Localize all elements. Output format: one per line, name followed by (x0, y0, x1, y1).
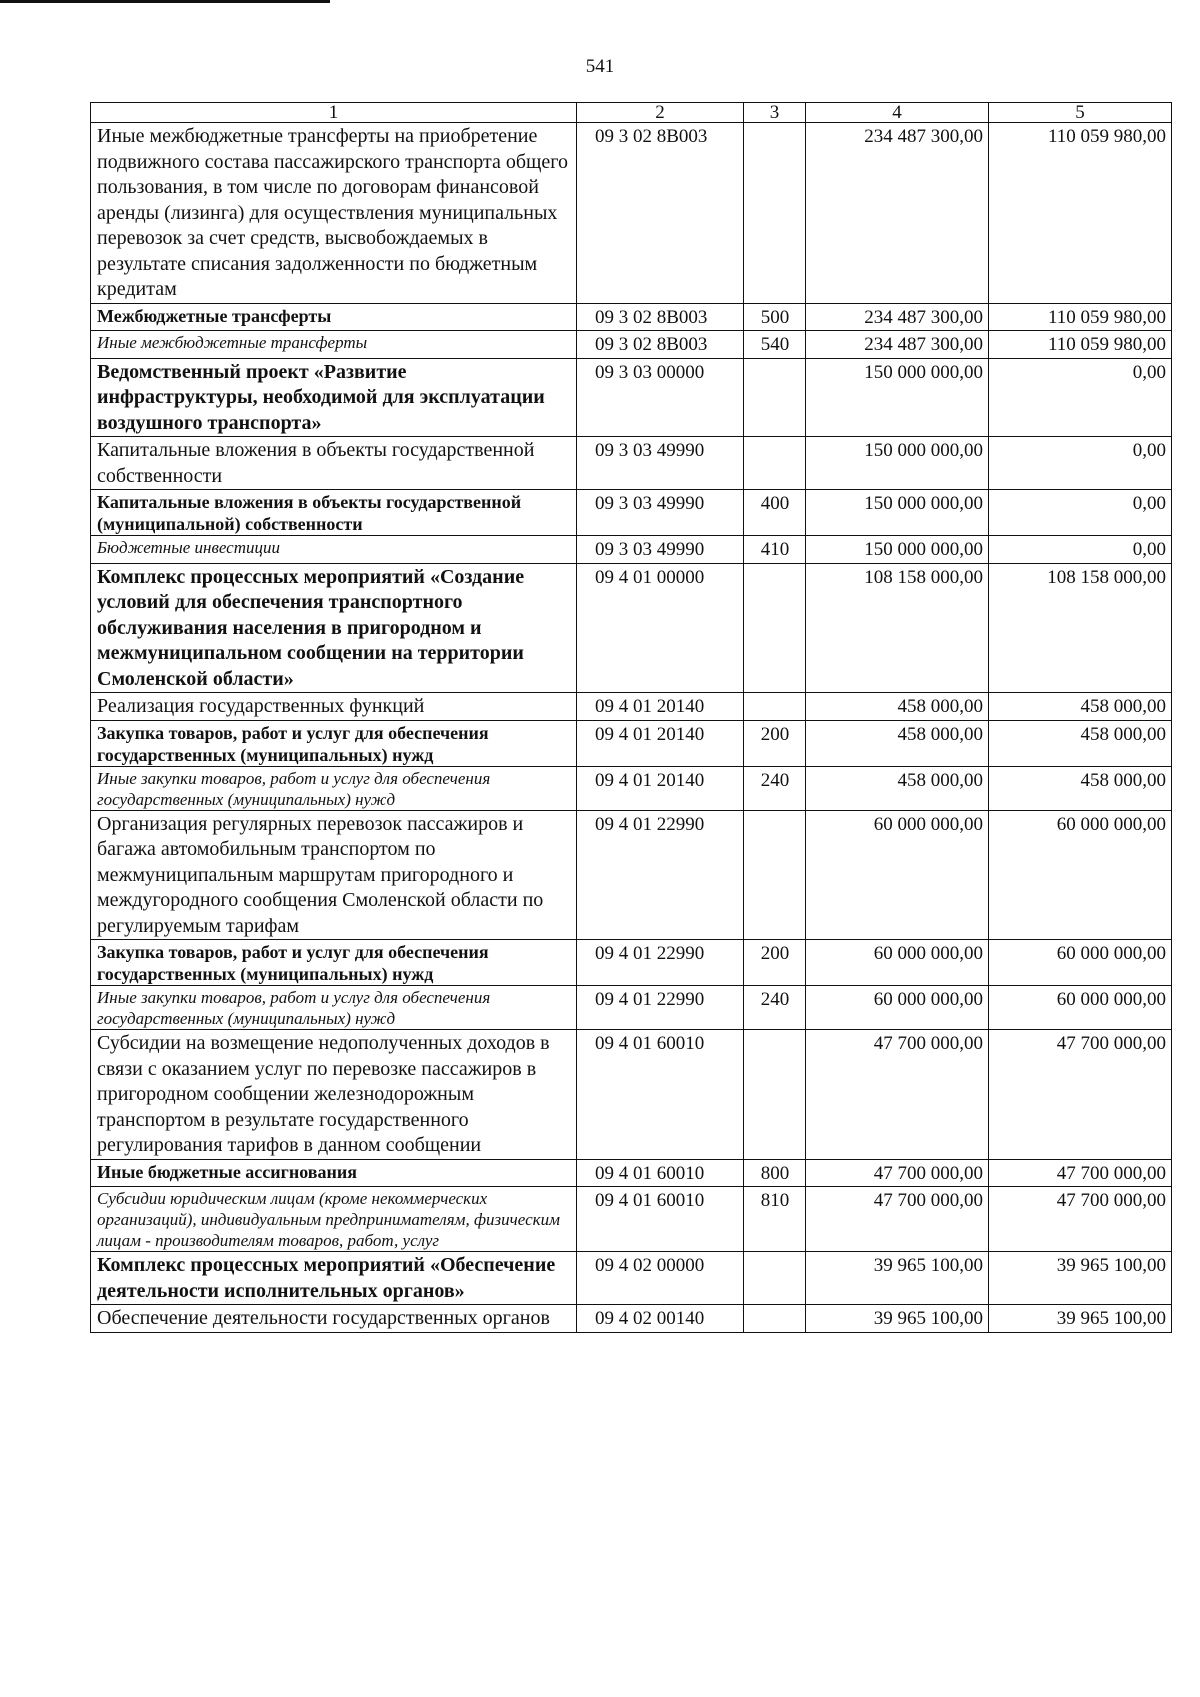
row-name-cell: Межбюджетные трансферты (91, 303, 577, 331)
row-name-cell: Субсидии юридическим лицам (кроме некоммерческих организаций), индивидуальным предпринимателям, физическим лицам - производителям товаров, работ, услуг (91, 1187, 577, 1252)
row-type-cell: 410 (744, 536, 806, 564)
header-col-2: 2 (577, 103, 744, 123)
row-code-cell: 09 4 01 60010 (577, 1187, 744, 1252)
row-sum-2025-cell: 47 700 000,00 (989, 1030, 1172, 1160)
row-type-cell (744, 437, 806, 490)
row-type-cell (744, 123, 806, 304)
row-name-cell: Реализация государственных функций (91, 693, 577, 721)
row-code-cell: 09 4 01 22990 (577, 940, 744, 986)
table-row (91, 940, 1172, 986)
row-name-cell: Иные закупки товаров, работ и услуг для обеспечения государственных (муниципальных) нужд (91, 986, 577, 1030)
row-type-cell (744, 693, 806, 721)
row-name-cell: Иные закупки товаров, работ и услуг для обеспечения государственных (муниципальных) нужд (91, 766, 577, 810)
row-sum-2024-cell: 458 000,00 (806, 766, 989, 810)
row-sum-2025-cell: 0,00 (989, 437, 1172, 490)
table-row (91, 303, 1172, 331)
row-sum-2025-cell: 458 000,00 (989, 720, 1172, 766)
row-code-cell: 09 3 03 49990 (577, 536, 744, 564)
header-col-4: 4 (806, 103, 989, 123)
table-row (91, 437, 1172, 490)
table-row (91, 1252, 1172, 1305)
row-name-cell: Бюджетные инвестиции (91, 536, 577, 564)
row-type-cell (744, 358, 806, 437)
row-sum-2024-cell: 60 000 000,00 (806, 810, 989, 940)
row-sum-2024-cell: 150 000 000,00 (806, 358, 989, 437)
header-col-3: 3 (744, 103, 806, 123)
header-col-5: 5 (989, 103, 1172, 123)
row-type-cell: 200 (744, 720, 806, 766)
row-sum-2024-cell: 108 158 000,00 (806, 563, 989, 693)
row-sum-2024-cell: 150 000 000,00 (806, 490, 989, 536)
row-type-cell: 400 (744, 490, 806, 536)
row-type-cell: 500 (744, 303, 806, 331)
table-row (91, 358, 1172, 437)
row-type-cell (744, 1252, 806, 1305)
row-sum-2024-cell: 60 000 000,00 (806, 940, 989, 986)
table-row (91, 986, 1172, 1030)
row-code-cell: 09 3 02 8B003 (577, 123, 744, 304)
row-type-cell: 200 (744, 940, 806, 986)
row-sum-2024-cell: 39 965 100,00 (806, 1305, 989, 1333)
table-row (91, 563, 1172, 693)
row-sum-2025-cell: 0,00 (989, 490, 1172, 536)
row-name-cell: Комплекс процессных мероприятий «Обеспечение деятельности исполнительных органов» (91, 1252, 577, 1305)
row-code-cell: 09 4 01 00000 (577, 563, 744, 693)
row-sum-2025-cell: 39 965 100,00 (989, 1252, 1172, 1305)
row-sum-2025-cell: 47 700 000,00 (989, 1187, 1172, 1252)
row-sum-2025-cell: 110 059 980,00 (989, 331, 1172, 359)
row-sum-2024-cell: 47 700 000,00 (806, 1030, 989, 1160)
row-code-cell: 09 4 01 60010 (577, 1159, 744, 1187)
row-code-cell: 09 4 01 20140 (577, 693, 744, 721)
table-row (91, 1030, 1172, 1160)
row-code-cell: 09 4 02 00000 (577, 1252, 744, 1305)
row-name-cell: Капитальные вложения в объекты государственной собственности (91, 437, 577, 490)
table-row (91, 720, 1172, 766)
row-name-cell: Комплекс процессных мероприятий «Создание условий для обеспечения транспортного обслуживания населения в пригородном и межмуниципальном сообщении на территории Смоленской области» (91, 563, 577, 693)
row-code-cell: 09 4 01 20140 (577, 766, 744, 810)
row-name-cell: Организация регулярных перевозок пассажиров и багажа автомобильным транспортом по межмуниципальным маршрутам пригородного и междугородного сообщения Смоленской области по регулируемым тарифам (91, 810, 577, 940)
row-sum-2025-cell: 47 700 000,00 (989, 1159, 1172, 1187)
row-code-cell: 09 3 03 49990 (577, 490, 744, 536)
budget-table-body (91, 103, 1172, 1333)
row-name-cell: Закупка товаров, работ и услуг для обеспечения государственных (муниципальных) нужд (91, 940, 577, 986)
row-type-cell: 810 (744, 1187, 806, 1252)
row-sum-2024-cell: 458 000,00 (806, 720, 989, 766)
header-col-1: 1 (91, 103, 577, 123)
row-name-cell: Обеспечение деятельности государственных органов (91, 1305, 577, 1333)
row-code-cell: 09 3 03 49990 (577, 437, 744, 490)
row-name-cell: Капитальные вложения в объекты государственной (муниципальной) собственности (91, 490, 577, 536)
table-row (91, 123, 1172, 304)
row-type-cell (744, 563, 806, 693)
row-type-cell: 240 (744, 986, 806, 1030)
row-type-cell: 240 (744, 766, 806, 810)
row-sum-2025-cell: 458 000,00 (989, 766, 1172, 810)
table-row (91, 1305, 1172, 1333)
row-code-cell: 09 4 01 22990 (577, 810, 744, 940)
table-row (91, 490, 1172, 536)
header-row (91, 103, 1172, 123)
row-sum-2025-cell: 60 000 000,00 (989, 986, 1172, 1030)
row-name-cell: Иные бюджетные ассигнования (91, 1159, 577, 1187)
row-sum-2025-cell: 0,00 (989, 358, 1172, 437)
table-row (91, 766, 1172, 810)
table-row (91, 331, 1172, 359)
row-sum-2025-cell: 0,00 (989, 536, 1172, 564)
table-row (91, 1159, 1172, 1187)
row-name-cell: Субсидии на возмещение недополученных доходов в связи с оказанием услуг по перевозке пассажиров в пригородном сообщении железнодорожным транспортом в результате государственного регулирования тарифов в данном сообщении (91, 1030, 577, 1160)
row-sum-2024-cell: 234 487 300,00 (806, 303, 989, 331)
row-type-cell (744, 1030, 806, 1160)
table-row (91, 536, 1172, 564)
row-sum-2024-cell: 39 965 100,00 (806, 1252, 989, 1305)
row-sum-2024-cell: 47 700 000,00 (806, 1159, 989, 1187)
row-sum-2025-cell: 60 000 000,00 (989, 940, 1172, 986)
table-row (91, 810, 1172, 940)
row-name-cell: Иные межбюджетные трансферты на приобретение подвижного состава пассажирского транспорта общего пользования, в том числе по договорам финансовой аренды (лизинга) для осуществления муниципальных перевозок за счет средств, высвобождаемых в результате списания задолженности по бюджетным кредитам (91, 123, 577, 304)
row-name-cell: Ведомственный проект «Развитие инфраструктуры, необходимой для эксплуатации воздушного транспорта» (91, 358, 577, 437)
table-row (91, 693, 1172, 721)
row-sum-2025-cell: 108 158 000,00 (989, 563, 1172, 693)
row-sum-2024-cell: 458 000,00 (806, 693, 989, 721)
row-sum-2025-cell: 110 059 980,00 (989, 303, 1172, 331)
row-sum-2025-cell: 458 000,00 (989, 693, 1172, 721)
row-sum-2024-cell: 150 000 000,00 (806, 437, 989, 490)
table-row (91, 1187, 1172, 1252)
row-code-cell: 09 4 02 00140 (577, 1305, 744, 1333)
row-sum-2024-cell: 47 700 000,00 (806, 1187, 989, 1252)
row-sum-2025-cell: 110 059 980,00 (989, 123, 1172, 304)
budget-table (90, 102, 1172, 1333)
row-sum-2024-cell: 234 487 300,00 (806, 331, 989, 359)
row-sum-2024-cell: 150 000 000,00 (806, 536, 989, 564)
row-sum-2025-cell: 60 000 000,00 (989, 810, 1172, 940)
page-number: 541 (585, 56, 615, 77)
row-type-cell: 800 (744, 1159, 806, 1187)
row-code-cell: 09 3 02 8B003 (577, 303, 744, 331)
row-type-cell (744, 1305, 806, 1333)
top-rule (0, 0, 330, 3)
row-name-cell: Закупка товаров, работ и услуг для обеспечения государственных (муниципальных) нужд (91, 720, 577, 766)
row-code-cell: 09 4 01 20140 (577, 720, 744, 766)
row-type-cell (744, 810, 806, 940)
row-type-cell: 540 (744, 331, 806, 359)
row-code-cell: 09 4 01 22990 (577, 986, 744, 1030)
row-sum-2024-cell: 234 487 300,00 (806, 123, 989, 304)
row-code-cell: 09 3 03 00000 (577, 358, 744, 437)
row-code-cell: 09 4 01 60010 (577, 1030, 744, 1160)
row-name-cell: Иные межбюджетные трансферты (91, 331, 577, 359)
row-code-cell: 09 3 02 8B003 (577, 331, 744, 359)
row-sum-2024-cell: 60 000 000,00 (806, 986, 989, 1030)
row-sum-2025-cell: 39 965 100,00 (989, 1305, 1172, 1333)
